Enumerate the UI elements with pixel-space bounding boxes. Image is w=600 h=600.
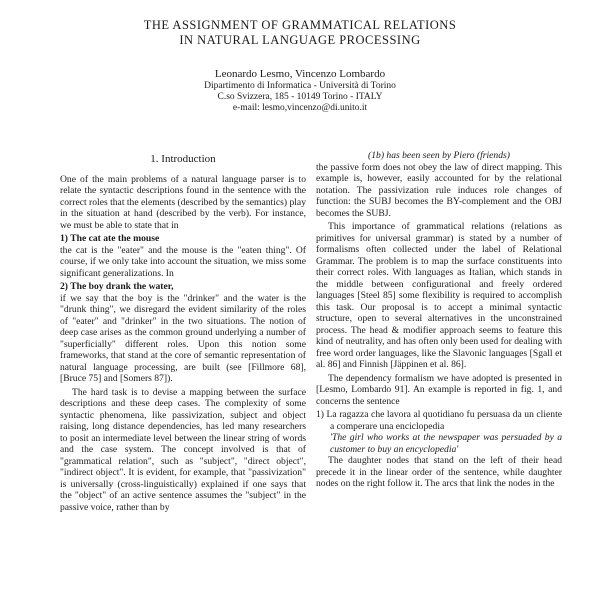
paragraph: if we say that the boy is the "drinker" and the water is the "drunk thing", we disregard the evident similarity of the roles of "eater" and "drinker" in the two situations. The notion of deep case arises as the common ground underlying a number of "superficially" different roles. Upon this notion some frameworks, that stand at the core of semantic representation of natural language processing, are built (see [Fillmore 68], [Bruce 75] and [Somers 87]). — [60, 292, 306, 384]
affiliation-email: e-mail: lesmo,vincenzo@di.unito.it — [232, 103, 368, 113]
title-block — [0, 18, 600, 114]
section-heading-introduction: 1. Introduction — [150, 153, 216, 165]
example-sentence: 2) The boy drank the water, — [60, 281, 174, 292]
paragraph: This importance of grammatical relations (relations as primitives for universal grammar) is stated by a number of formalisms often collected under the label of Relational Grammar. The problem is to map the surface constituents into their correct roles. With languages as Italian, which stands in the middle between configurational and freely ordered languages [Steel 85] some flexibility is required to accomplish this task. Our proposal is to accept a minimal syntactic structure, open to several alternatives in the unconstrained process. The head & modifier approach seems to feature this kind of neutrality, and has often only been used for dealing with free word order languages, like the Slavonic languages [Sgall et al. 86] and Finnish [Jäppinen et al. 86]. — [316, 221, 562, 370]
example-gloss: 'The girl who works at the newspaper was persuaded by a customer to buy an encyclopedia' — [330, 432, 562, 455]
authors: Leonardo Lesmo, Vincenzo Lombardo — [214, 68, 386, 80]
affiliation-address: C.so Svizzera, 185 - 10149 Torino - ITALY — [217, 92, 383, 102]
paragraph: the cat is the "eater" and the mouse is the "eaten thing". Of course, if we only take into account the situation, we miss some significant generalizations. In — [60, 244, 306, 279]
example-lead: (1b) has been seen by Piero (friends) — [368, 150, 510, 161]
paragraph: the passive form does not obey the law of direct mapping. This example is, however, easily accounted for by the relational notation. The passivization rule induces role changes of function: the SUBJ becomes the BY-complement and the OBJ becomes the SUBJ. — [316, 161, 562, 219]
example-sentence: 1) The cat ate the mouse — [60, 233, 160, 244]
left-column — [60, 150, 306, 598]
paper-title-line-2: IN NATURAL LANGUAGE PROCESSING — [179, 33, 421, 47]
paragraph: The daughter nodes that stand on the left of their head precede it in the linear order of the sentence, while daughter nodes on the right follow it. The arcs that link the nodes in the — [316, 455, 562, 489]
paragraph: One of the main problems of a natural language parser is to relate the syntactic descriptions found in the sentence with the correct roles that the elements (described by the semantics) play in the situation at hand (described by the verb). For instance, we must be able to state that in — [60, 173, 306, 231]
affiliation-department: Dipartimento di Informatica - Università di Torino — [204, 81, 396, 91]
example-sentence: 1) La ragazza che lavora al quotidiano fu persuasa da un cliente a comperare una enciclopedia — [316, 409, 562, 432]
paragraph: The hard task is to devise a mapping between the surface descriptions and these deep cases. The complexity of some syntactic phenomena, like passivization, subject and object raising, long distance dependencies, has led many researchers to posit an intermediate level between the linear string of words and the case system. The concept involved is that of "grammatical relation", such as "subject", "direct object", "indirect object". It is evident, for example, that "passivization" is universally (cross-linguistically) explained if one says that the "object" of an active sentence assumes the "subject" in the passive voice, rather than by — [60, 386, 306, 513]
right-column — [316, 150, 562, 598]
paragraph: The dependency formalism we have adopted is presented in [Lesmo, Lombardo 91]. An example is reported in fig. 1, and concerns the sentence — [316, 372, 562, 407]
paper-title-line-1: THE ASSIGNMENT OF GRAMMATICAL RELATIONS — [143, 18, 457, 32]
